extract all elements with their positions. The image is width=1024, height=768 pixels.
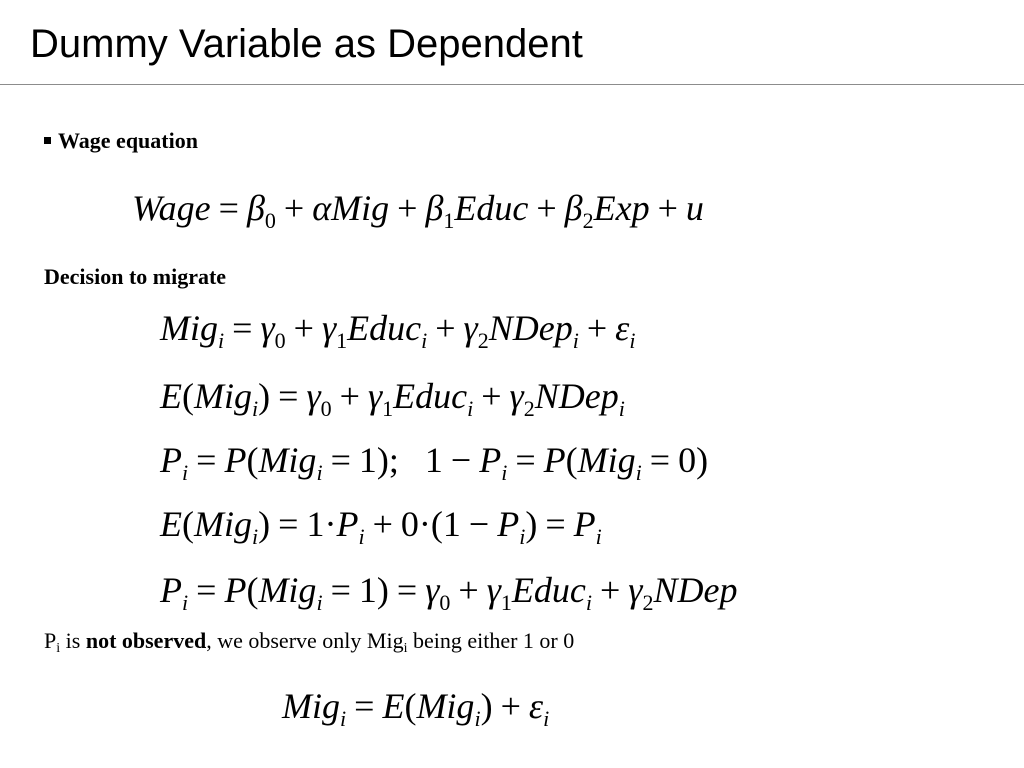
migration-equation: $Mig_i = \gamma_0$ + $\gamma_1Educ_i$ + $\gamma_2NDep_i + \varepsilon_i$ [160,308,636,353]
probability-equation: $P_i = P(Mig_i = 1)$; $1 - P_i = P(Mig_i = 0)$ [160,440,709,485]
section-heading-decision: Decision to migrate [44,264,227,289]
square-bullet-icon [44,137,51,144]
wage-equation: Wage = $\beta_0 + \alpha Mig$ + $\beta_1Educ + \beta_2Exp + u$ [132,188,704,233]
expected-value-equation: $E(Mig_i) = 1\cdot P_i + 0\cdot(1 - P_i) = P_i$ [160,504,602,549]
slide-title: Dummy Variable as Dependent [30,22,583,66]
error-decomposition-equation: $Mig_i = E(Mig_i) + \varepsilon_i$ [282,686,550,731]
observation-note: $P_i$ is not observed, we observe only Mig$_i$ being either 1 or 0 [44,628,575,656]
bullet-label: Wage equation [58,128,198,153]
expectation-equation: $E(Mig_i) = \gamma_0$ + $\gamma_1Educ_i$ + $\gamma_2NDep_i$ [160,376,625,421]
title-divider [0,84,1024,85]
bullet-wage-equation [44,128,198,154]
linear-probability-equation: $P_i = P(Mig_i = 1) = \gamma_0$ + $\gamma_1Educ_i$ + $\gamma_2NDep$ [160,570,738,615]
